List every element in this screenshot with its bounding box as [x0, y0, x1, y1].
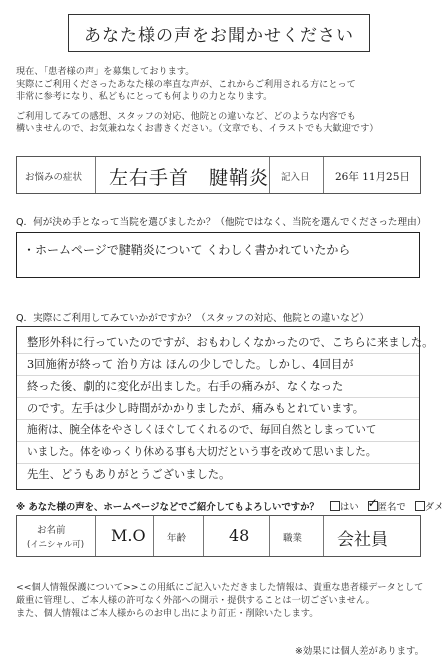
privacy-line: 厳重に管理し、ご本人様の許可なく外部への開示・提供することは一切ございません。: [16, 595, 375, 606]
name-sub-label: (イニシャル可): [27, 540, 85, 550]
intro-text: [16, 66, 378, 136]
age-label: 年齢: [167, 533, 187, 544]
symptom-label: お悩みの症状: [25, 172, 83, 183]
profile-row: [16, 515, 421, 557]
answer-2-line: 整形外科に行っていたのですが、おもわしくなかったので、こちらに来ました。: [27, 336, 434, 349]
job-value[interactable]: 会社員: [337, 530, 388, 550]
intro-line: 実際にご利用くださったあなた様の率直な声が、これからご利用される方にとって: [16, 78, 356, 90]
option-anon[interactable]: ✓ 匿名で: [366, 502, 406, 513]
answer-2-line: のです。左手は少し時間がかかりましたが、痛みもとれています。: [27, 402, 365, 415]
answer-2-line: 終った後、劇的に変化が出ました。右手の痛みが、なくなった: [27, 380, 344, 393]
name-label: お名前: [37, 525, 66, 536]
answer-2-box[interactable]: [16, 326, 434, 490]
job-label: 職業: [283, 533, 303, 544]
checkbox-yes[interactable]: [330, 501, 340, 511]
answer-2-line: 施術は、腕全体をやさしくほぐしてくれるので、毎回自然としまっていて: [27, 424, 377, 436]
date-label: 記入日: [281, 172, 310, 183]
name-value[interactable]: M.O: [111, 526, 146, 545]
checkbox-anon[interactable]: [368, 501, 378, 511]
symptom-value[interactable]: 左右手首 腱鞘炎: [109, 167, 270, 189]
publish-question: ※ あなた様の声を、ホームページなどでご紹介してもよろしいですか？: [16, 502, 319, 513]
answer-2-line: 3回施術が終って 治り方は ほんの少しでした。しかし、4回目が: [27, 358, 354, 371]
date-value[interactable]: 26年 11月25日: [335, 171, 410, 183]
answer-2-line: いました。体をゆっくり休める事も大切だという事を改めて思いました。: [27, 446, 377, 458]
privacy-line: また、個人情報はご本人様からのお申し出により訂正・削除いたします。: [16, 608, 319, 619]
age-value[interactable]: 48: [229, 526, 250, 545]
privacy-notice: [16, 581, 423, 620]
intro-line: 現在、「患者様の声」を募集しております。: [16, 66, 195, 77]
option-yes[interactable]: はい: [328, 502, 359, 513]
question-1: Q．何が決め手となって当院を選びましたか？（他院ではなく、当院を選んでくださった理由）: [16, 217, 427, 228]
question-2: Q．実際にご利用してみていかがですか？（スタッフの対応、他院との違いなど）: [16, 313, 369, 324]
answer-2-line: 先生、どうもありがとうございました。: [27, 468, 231, 481]
publish-row: [16, 499, 443, 513]
symptom-row: [16, 156, 421, 194]
page-title: あなた様の声をお聞かせください: [68, 14, 370, 52]
answer-1-text: ・ホームページで腱鞘炎について くわしく書かれていたから: [23, 243, 351, 257]
intro-line: 非常に参考になり、私どもにとっても何よりの力となります。: [16, 91, 273, 103]
disclaimer: ※効果には個人差があります。: [295, 646, 424, 657]
answer-1-box[interactable]: [16, 232, 420, 278]
intro-line: 構いませんので、お気兼ねなくお書きください。（文章でも、イラストでも大歓迎です）: [16, 123, 379, 135]
privacy-line: <<個人情報保護について>>この用紙にご記入いただきました情報は、貴重な患者様データとして: [16, 582, 424, 593]
checkbox-no[interactable]: [415, 501, 425, 511]
option-no[interactable]: ダメ: [413, 502, 443, 513]
intro-line: ご利用してみての感想、スタッフの対応、他院との違いなど、どのような内容でも: [16, 110, 356, 122]
